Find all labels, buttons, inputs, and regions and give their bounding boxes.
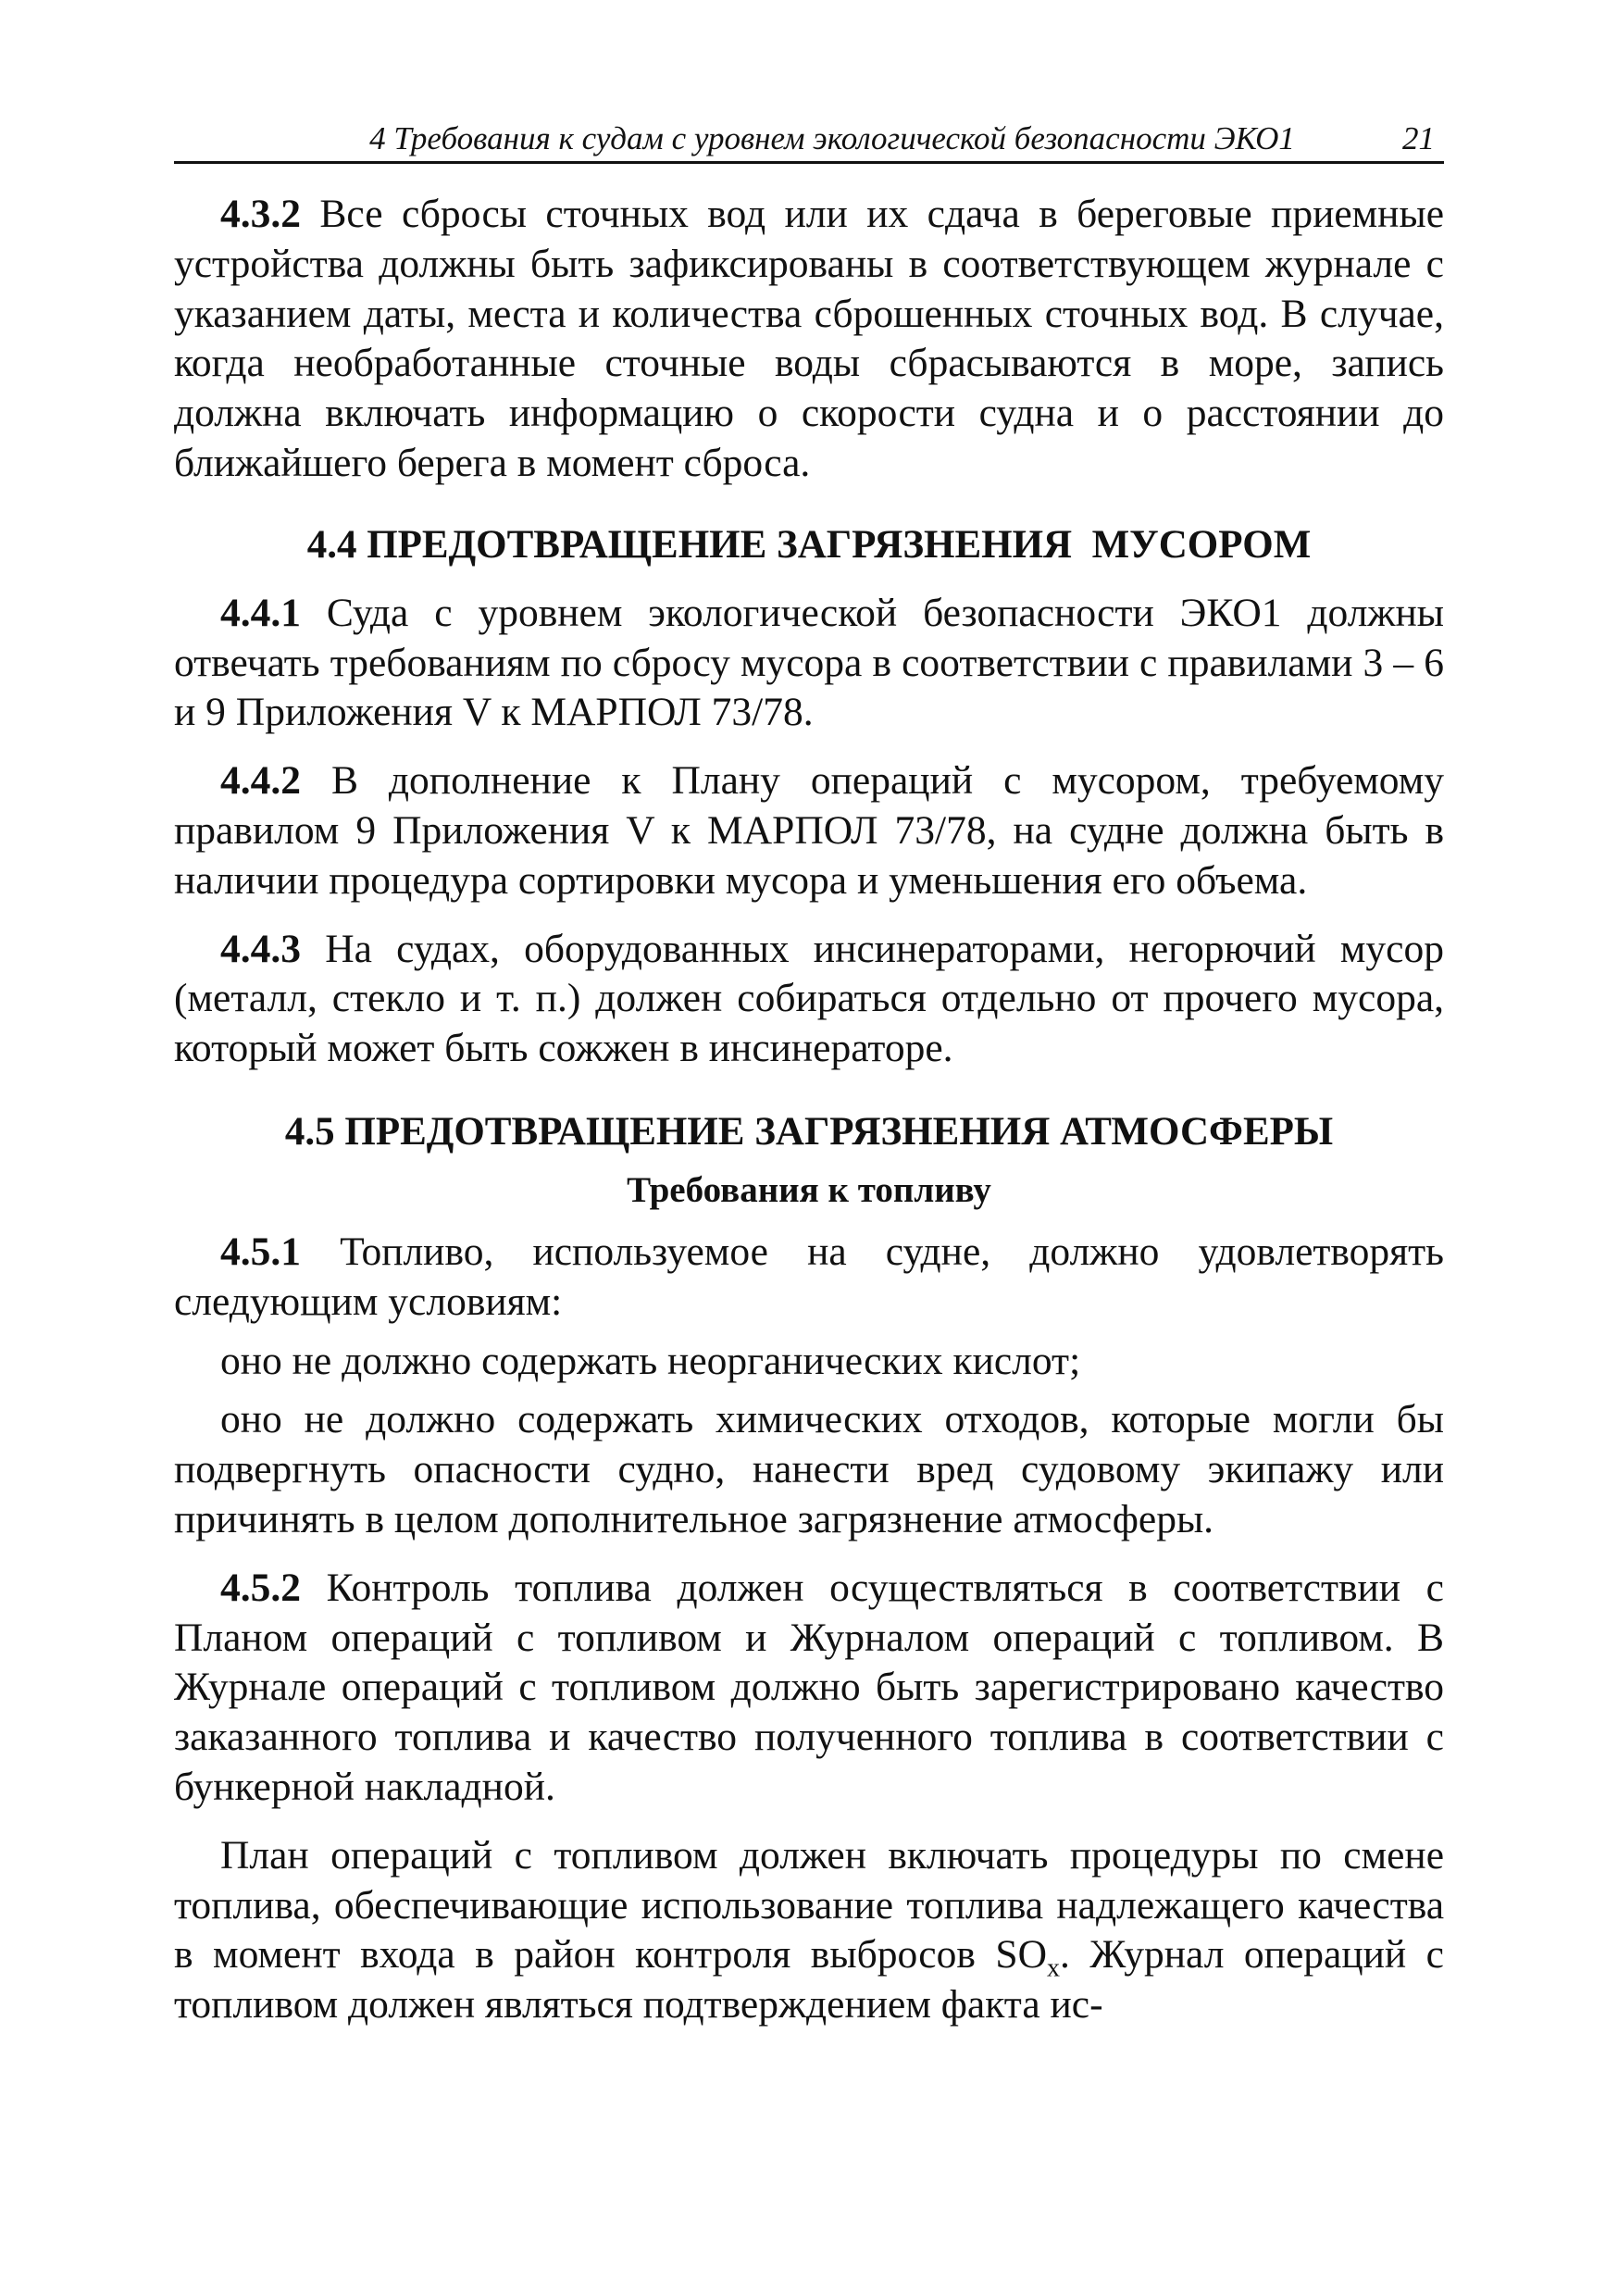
paragraph-number: 4.4.1 (220, 590, 301, 635)
paragraph-4-4-3 (174, 925, 1444, 1074)
paragraph-number: 4.4.3 (220, 926, 301, 971)
paragraph-text: Суда с уровнем экологической безопасности ЭКО1 должны отвечать требованиям по сбросу мусора в соответствии с правилами 3 – 6 и 9 Приложения V к МАРПОЛ 73/78. (174, 590, 1444, 735)
document-page (174, 119, 1444, 2030)
page-number: 21 (1402, 120, 1435, 156)
section-heading-4-4: 4.4 ПРЕДОТВРАЩЕНИЕ ЗАГРЯЗНЕНИЯ МУСОРОМ (306, 522, 1312, 567)
paragraph-4-5-2 (174, 1564, 1444, 1813)
paragraph-4-4-2 (174, 756, 1444, 905)
paragraph-text: Топливо, используемое на судне, должно удовлетворять следующим условиям: (174, 1229, 1444, 1324)
subscript-x: x (1047, 1954, 1060, 1983)
paragraph-number: 4.5.2 (220, 1565, 301, 1610)
section-heading-4-5: 4.5 ПРЕДОТВРАЩЕНИЕ ЗАГРЯЗНЕНИЯ АТМОСФЕРЫ (284, 1109, 1334, 1154)
paragraph-text: Все сбросы сточных вод или их сдача в береговые приемные устройства должны быть зафиксированы в соответствующем журнале с указанием даты, места и количества сброшенных сточных вод. В случае, когда необработанные сточные воды сбрасываются в море, запись должна включать информацию о скорости судна и о расстоянии до ближайшего берега в момент сброса. (174, 192, 1444, 485)
paragraph-4-3-2 (174, 190, 1444, 489)
paragraph-4-5-1 (174, 1228, 1444, 1328)
paragraph-4-4-1 (174, 589, 1444, 738)
paragraph-text: Контроль топлива должен осуществляться в соответствии с Планом операций с топливом и Журналом операций с топливом. В Журнале операций с топливом должно быть зарегистрировано качество заказанного топлива и качество полученного топлива в соответствии с бункерной накладной. (174, 1565, 1444, 1809)
paragraph-number: 4.5.1 (220, 1229, 301, 1274)
paragraph-text: На судах, оборудованных инсинераторами, негорючий мусор (металл, стекло и т. п.) должен собираться отдельно от прочего мусора, который может быть сожжен в инсинераторе. (174, 926, 1444, 1071)
fuel-plan-text-end: . Журнал операций с топливом должен являться подтверждением факта ис- (174, 1932, 1444, 2028)
paragraph-fuel-plan (174, 1831, 1444, 2030)
paragraph-text: В дополнение к Плану операций с мусором, требуемому правилом 9 Приложения V к МАРПОЛ 73/78, на судне должна быть в наличии процедура сортировки мусора и уменьшения его объема. (174, 758, 1444, 903)
condition-item-2: оно не должно содержать химических отходов, которые могли бы подвергнуть опасности судно, нанести вред судовому экипажу или причинять в целом дополнительное загрязнение атмосферы. (174, 1397, 1444, 1541)
condition-item-1: оно не должно содержать неорганических кислот; (220, 1338, 1081, 1383)
paragraph-number: 4.4.2 (220, 758, 301, 804)
running-header (174, 119, 1444, 164)
fuel-plan-text: План операций с топливом должен включать процедуры по смене топлива, обеспечивающие использование топлива надлежащего качества в момент входа в район контроля выбросов SO (174, 1832, 1444, 1978)
subsection-heading-fuel: Требования к топливу (627, 1169, 991, 1210)
running-header-title: 4 Требования к судам с уровнем экологической безопасности ЭКО1 (369, 120, 1295, 156)
paragraph-number: 4.3.2 (220, 192, 301, 236)
